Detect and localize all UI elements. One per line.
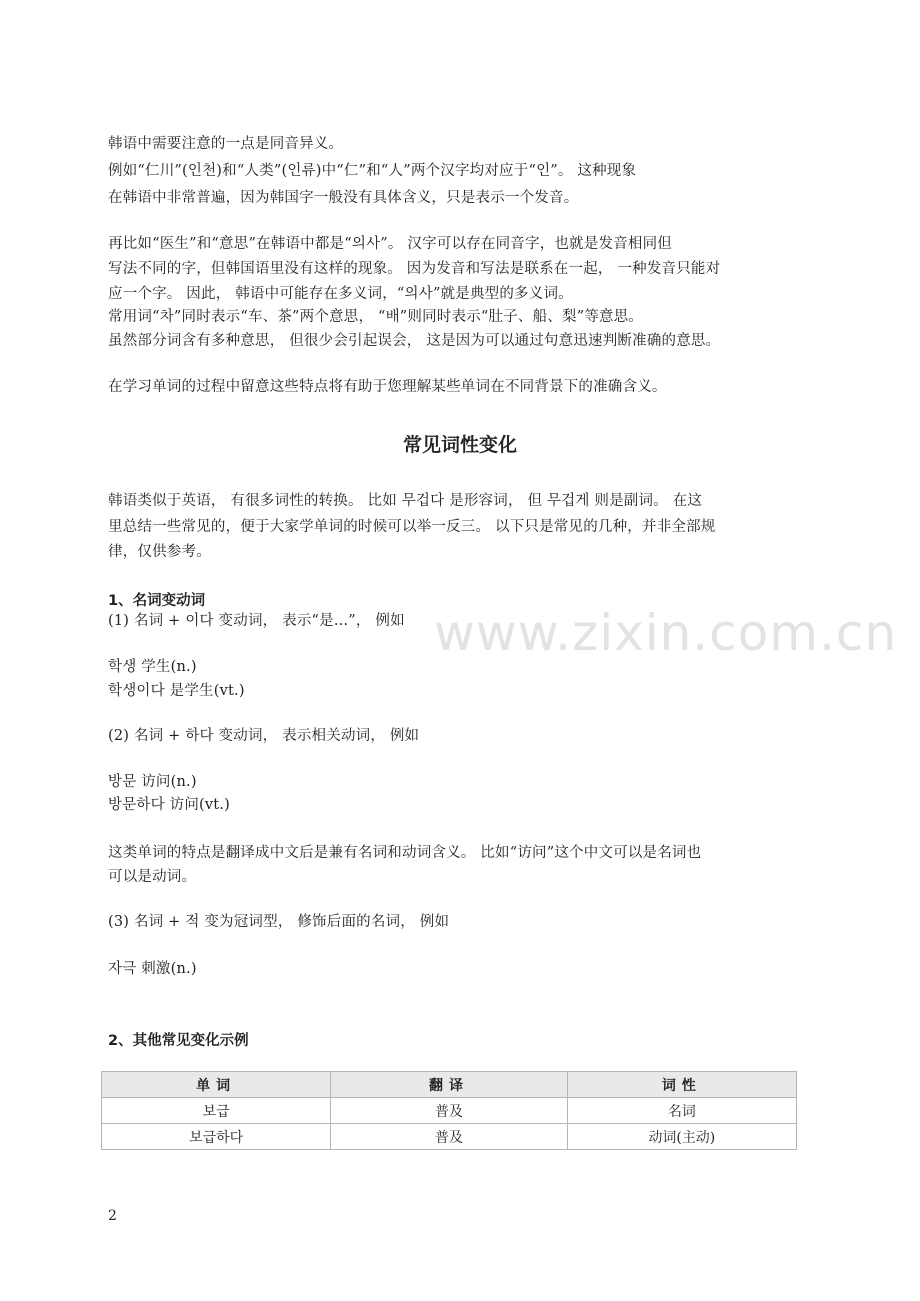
table-cell: 보급: [102, 1098, 331, 1124]
paragraph-1-line-3: 在韩语中非常普遍，因为韩国字一般没有具体含义，只是表示一个发音。: [108, 190, 579, 206]
watermark-text: www.zixin.com.cn: [434, 604, 898, 662]
column-header-word: 单词: [102, 1072, 331, 1098]
column-header-translation: 翻译: [331, 1072, 567, 1098]
subsection-2-title: 2、其他常见变化示例: [108, 1033, 249, 1049]
paragraph-3-line-1: 在学习单词的过程中留意这些特点将有助于您理解某些单词在不同背景下的准确含义。: [108, 379, 667, 395]
paragraph-2-line-1: 再比如“医生”和“意思”在韩语中都是“의사”。 汉字可以存在同音字，也就是发音相同但: [108, 236, 672, 252]
word-table: [101, 1071, 797, 1150]
paragraph-2-line-3: 应一个字。 因此， 韩语中可能存在多义词，“의사”就是典型的多义词。: [108, 286, 573, 302]
rule-2: (2) 名词 + 하다 变动词， 表示相关动词， 例如: [108, 728, 420, 744]
subsection-1-title: 1、名词变动词: [108, 593, 206, 609]
example-2b: 방문하다 访问(vt.): [108, 797, 230, 813]
paragraph-1-line-2: 例如“仁川”(인천)和“人类”(인류)中“仁”和“人”两个汉字均对应于“인”。 这种现象: [108, 163, 637, 179]
rule-3: (3) 名词 + 적 变为冠词型， 修饰后面的名词， 例如: [108, 914, 450, 930]
paragraph-2-line-4: 常用词“차”同时表示“车、茶”两个意思， “배”则同时表示“肚子、船、梨”等意思。: [108, 309, 644, 325]
page-number: 2: [108, 1208, 117, 1224]
section-title: 常见词性变化: [402, 434, 517, 456]
rule-1: (1) 名词 + 이다 变动词， 表示“是...”， 例如: [108, 613, 405, 629]
intro-line-3: 律，仅供参考。: [108, 544, 211, 560]
paragraph-2-line-2: 写法不同的字，但韩国语里没有这样的现象。 因为发音和写法是联系在一起， 一种发音只能对: [108, 261, 721, 277]
note-line-2: 可以是动词。: [108, 869, 197, 885]
intro-line-1: 韩语类似于英语， 有很多词性的转换。 比如 무겁다 是形容词， 但 무겁게 则是副词。 在这: [108, 493, 703, 509]
example-2a: 방문 访问(n.): [108, 774, 197, 790]
table-cell: 보급하다: [102, 1124, 331, 1150]
example-1a: 학생 学生(n.): [108, 659, 197, 675]
table-row: [102, 1098, 797, 1124]
example-1b: 학생이다 是学生(vt.): [108, 683, 245, 699]
paragraph-2-line-5: 虽然部分词含有多种意思， 但很少会引起误会， 这是因为可以通过句意迅速判断准确的意思。: [108, 333, 721, 349]
intro-line-2: 里总结一些常见的，便于大家学单词的时候可以举一反三。 以下只是常见的几种，并非全部规: [108, 519, 716, 535]
paragraph-1-line-1: 韩语中需要注意的一点是同音异义。: [108, 136, 344, 152]
column-header-part-of-speech: 词性: [567, 1072, 796, 1098]
table-row: [102, 1124, 797, 1150]
table-cell: 普及: [331, 1098, 567, 1124]
table-cell: 普及: [331, 1124, 567, 1150]
table-cell: 名词: [567, 1098, 796, 1124]
table-cell: 动词(主动): [567, 1124, 796, 1150]
table-header-row: [102, 1072, 797, 1098]
note-line-1: 这类单词的特点是翻译成中文后是兼有名词和动词含义。 比如“访问”这个中文可以是名词也: [108, 845, 702, 861]
example-3a: 자극 刺激(n.): [108, 961, 197, 977]
